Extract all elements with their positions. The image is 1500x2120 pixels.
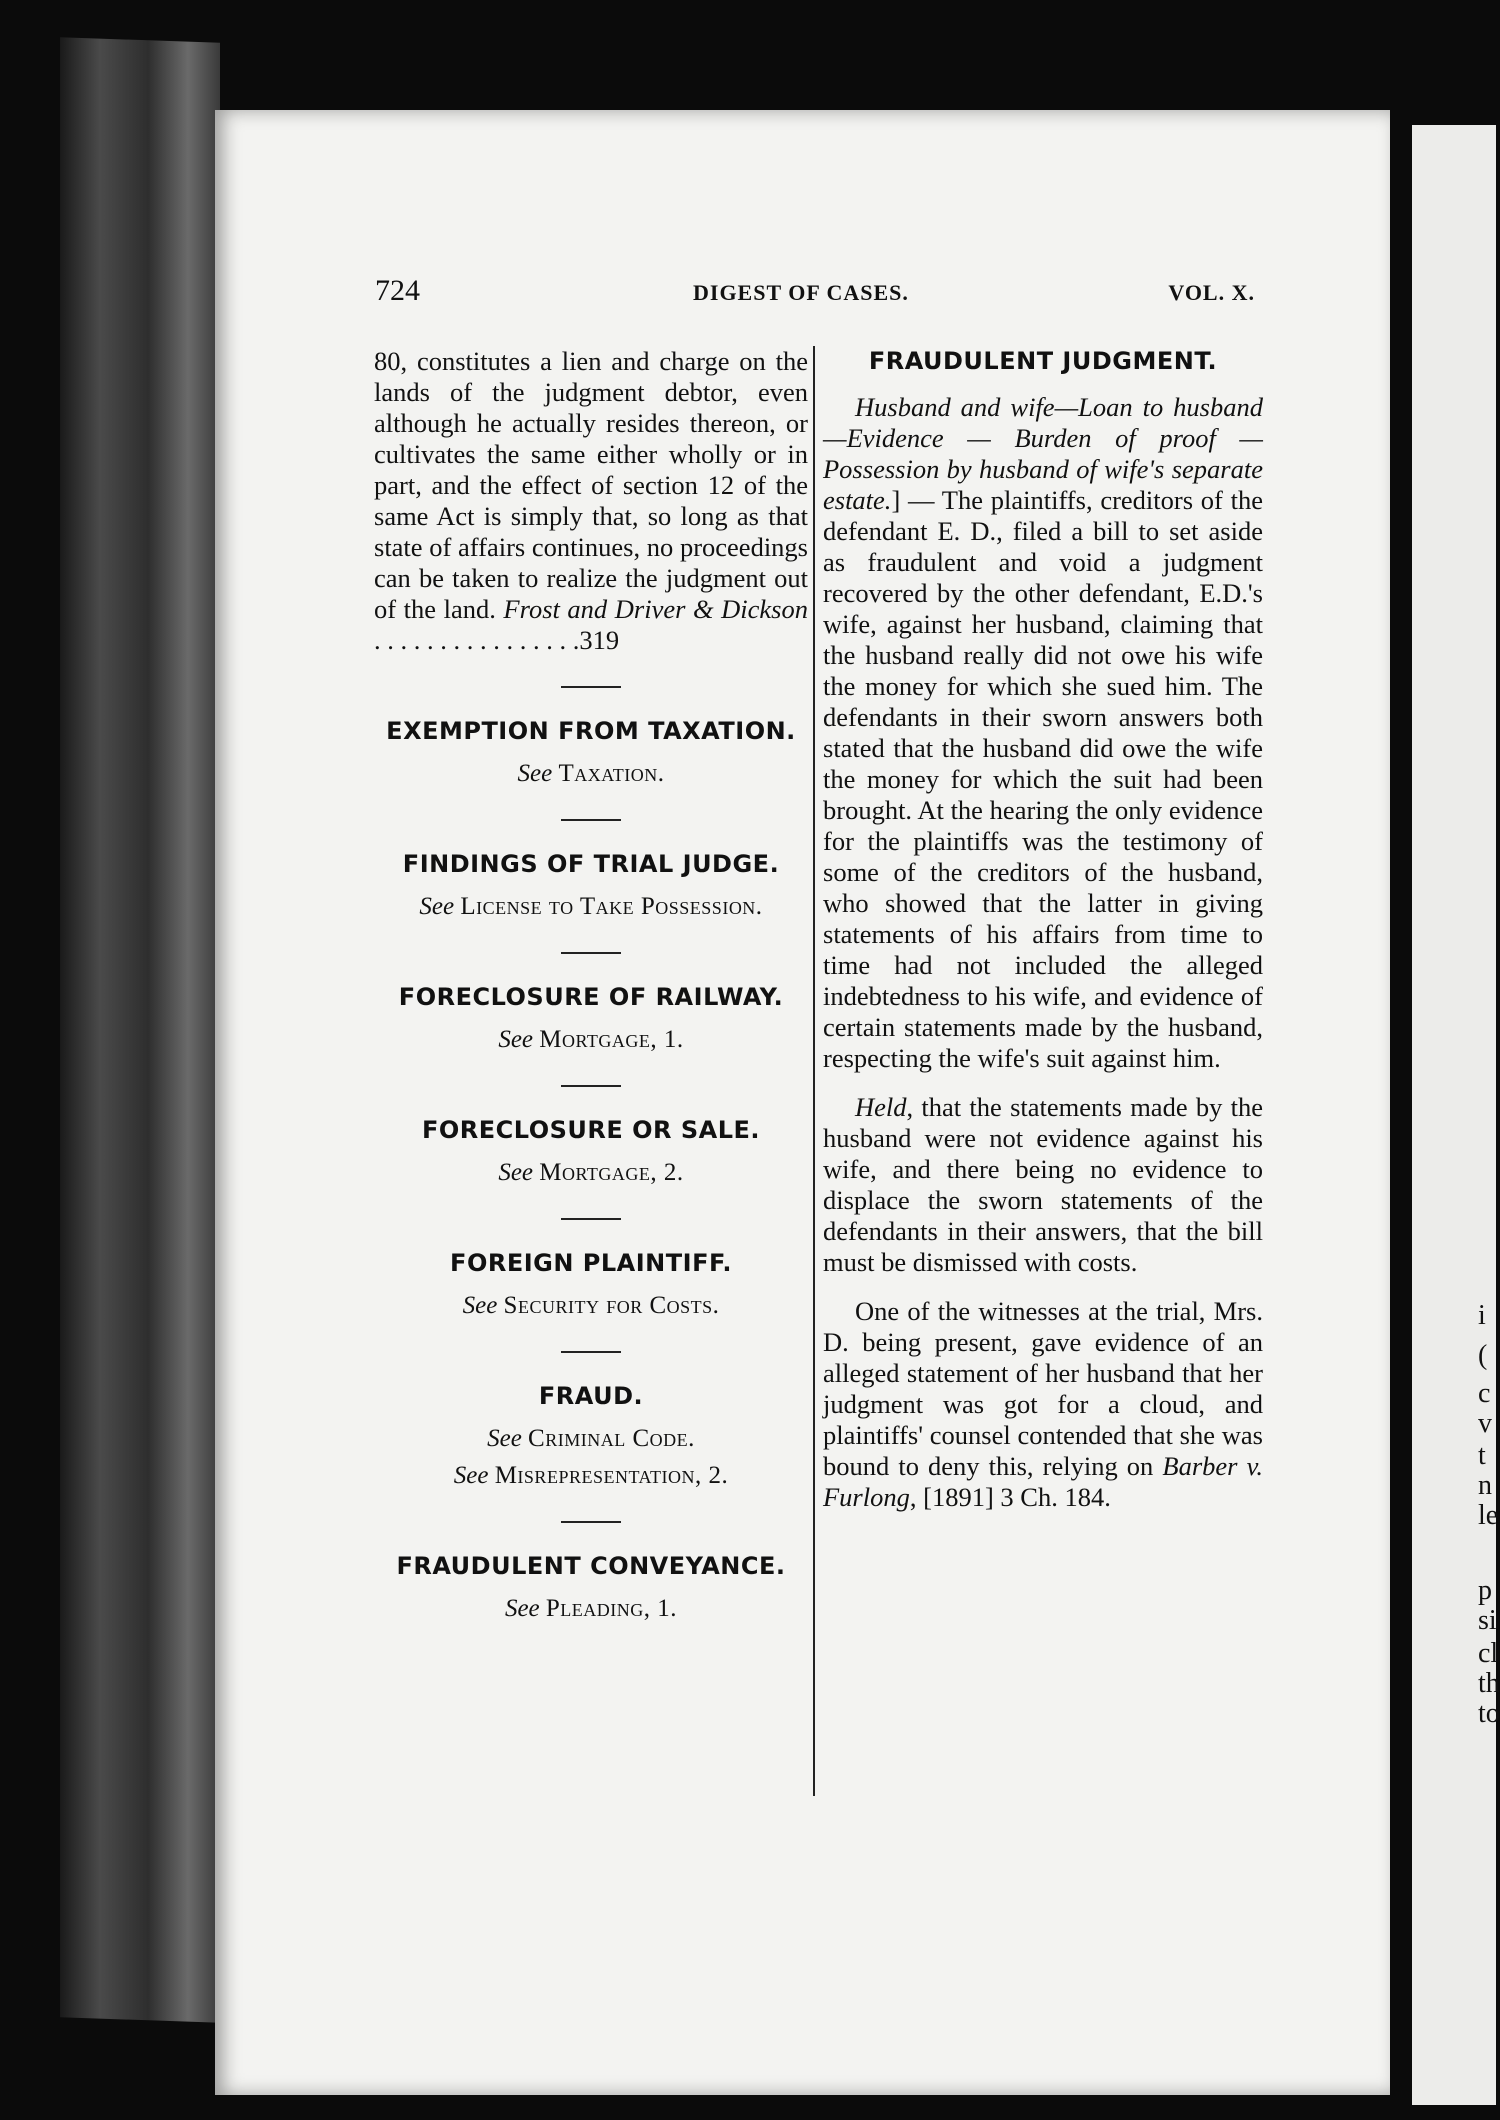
fragment: th — [1478, 1668, 1500, 1699]
holding-text: , that the statements made by the husband were not evidence against his wife, and there being no evidence to displace the sworn statements of the defendants in their answers, that the bill must be dismissed with costs. — [823, 1092, 1263, 1277]
column-divider — [813, 346, 815, 1796]
see-word: See — [498, 1159, 534, 1186]
digest-entry — [374, 982, 808, 1055]
fragment: t — [1478, 1440, 1486, 1471]
reference-target: Mortgage, 1. — [539, 1026, 684, 1053]
reference-target: Criminal Code. — [528, 1425, 695, 1452]
further-holding — [823, 1296, 1263, 1513]
fragment: ( — [1478, 1340, 1488, 1371]
entry-heading: FRAUD. — [538, 1382, 644, 1410]
fragment: p — [1478, 1575, 1492, 1606]
citation: , [1891] 3 Ch. 184. — [909, 1482, 1111, 1512]
leader-dots: . . . . . . . . . . . . . . . . — [374, 625, 580, 655]
cross-reference — [374, 1157, 808, 1188]
running-header — [375, 274, 1255, 314]
see-word: See — [419, 893, 455, 920]
section-rule — [561, 819, 621, 821]
entry-heading: FRAUDULENT JUDGMENT. — [868, 347, 1218, 375]
see-word: See — [487, 1425, 522, 1452]
holding — [823, 1092, 1263, 1278]
running-title: DIGEST OF CASES. — [693, 280, 909, 305]
fragment: c — [1478, 1378, 1491, 1409]
reference-target: Security for Costs. — [503, 1292, 720, 1319]
cross-reference — [374, 758, 808, 789]
cross-reference — [374, 1024, 808, 1055]
fragment: n — [1478, 1470, 1492, 1501]
digest-entry — [374, 1248, 808, 1321]
section-rule — [561, 1218, 621, 1220]
reference-target: Misrepresentation, 2. — [494, 1462, 729, 1489]
see-word: See — [498, 1026, 534, 1053]
cross-reference — [374, 1423, 808, 1454]
fragment: to — [1478, 1698, 1500, 1729]
adjacent-page-edge — [1412, 125, 1499, 2105]
entry-heading: FORECLOSURE OF RAILWAY. — [398, 983, 784, 1011]
see-word: See — [453, 1462, 489, 1489]
case-summary — [823, 392, 1263, 1074]
held-word: Held — [855, 1092, 907, 1122]
cross-reference — [374, 891, 808, 922]
case-name: Barber v. Furlong — [823, 1451, 1263, 1512]
cross-reference — [374, 1460, 808, 1491]
digest-entry — [374, 1115, 808, 1188]
fragment: i — [1478, 1300, 1486, 1331]
see-word: See — [462, 1292, 498, 1319]
paragraph-gap — [823, 1074, 1263, 1092]
entry-heading: FORECLOSURE OR SALE. — [421, 1116, 761, 1144]
reference-target: Pleading, 1. — [545, 1595, 678, 1622]
see-word: See — [504, 1595, 540, 1622]
see-word: See — [517, 760, 553, 787]
fragment: cl — [1478, 1638, 1499, 1669]
paragraph-gap — [823, 1278, 1263, 1296]
continued-entry — [374, 346, 808, 656]
section-rule — [561, 1351, 621, 1353]
section-rule — [561, 686, 621, 688]
further-text: One of the witnesses at the trial, Mrs. D. being present, gave evidence of an alleged statement of her husband that her judgment was got for a cloud, and plaintiffs' counsel contended that she was bound to deny this, relying on — [823, 1296, 1263, 1481]
page-ref: 319 — [579, 625, 620, 655]
page-number: 724 — [375, 274, 420, 307]
volume-label: VOL. X. — [1168, 280, 1255, 305]
reference-target: Mortgage, 2. — [539, 1159, 684, 1186]
cross-reference — [374, 1593, 808, 1624]
cross-reference — [374, 1290, 808, 1321]
digest-entry — [374, 1551, 808, 1624]
entry-heading: FRAUDULENT CONVEYANCE. — [396, 1552, 786, 1580]
entry-heading: FINDINGS OF TRIAL JUDGE. — [402, 850, 780, 878]
reference-target: License to Take Possession. — [460, 893, 763, 920]
digest-entry — [374, 716, 808, 789]
digest-entry — [374, 1381, 808, 1491]
fragment: si — [1478, 1605, 1497, 1636]
fragment: v — [1478, 1408, 1492, 1439]
section-rule — [561, 1521, 621, 1523]
right-column — [823, 346, 1263, 1513]
digest-entry — [374, 849, 808, 922]
facts-text: ] — The plaintiffs, creditors of the defendant E. D., filed a bill to set aside as fraudulent and void a judgment recovered by the other defendant, E.D.'s wife, against her husband, claiming that the husband really did not owe his wife the money for which she sued him. The defendants in their sworn answers both stated that the husband did owe the wife the money for which the suit had been brought. At the hearing the only evidence for the plaintiffs was the testimony of some of the creditors of the husband, who showed that the latter in giving statements of his affairs from time to time had not included the alleged indebtedness to his wife, and evidence of certain statements made by the husband, respecting the wife's suit against him. — [823, 485, 1263, 1073]
entry-heading: FOREIGN PLAINTIFF. — [450, 1249, 732, 1277]
fragment: le — [1478, 1500, 1499, 1531]
entry-text: 80, constitutes a lien and charge on the lands of the judgment debtor, even although he actually resides thereon, or cultivates the same either wholly or in part, and the effect of section 12 of the same Act is simply that, so long as that state of affairs continues, no proceedings can be taken to realize the judgment out of the land. — [374, 346, 808, 624]
case-name: Frost and Driver & Dickson — [503, 594, 808, 624]
left-column — [374, 346, 808, 1624]
section-rule — [561, 1085, 621, 1087]
reference-target: Taxation. — [558, 760, 665, 787]
section-rule — [561, 952, 621, 954]
book-spine — [60, 37, 220, 2023]
catchwords: Husband and wife—Loan to husband—Evidence — Burden of proof — Possession by husband of wife's separate estate. — [823, 392, 1263, 515]
entry-heading: EXEMPTION FROM TAXATION. — [386, 717, 796, 745]
